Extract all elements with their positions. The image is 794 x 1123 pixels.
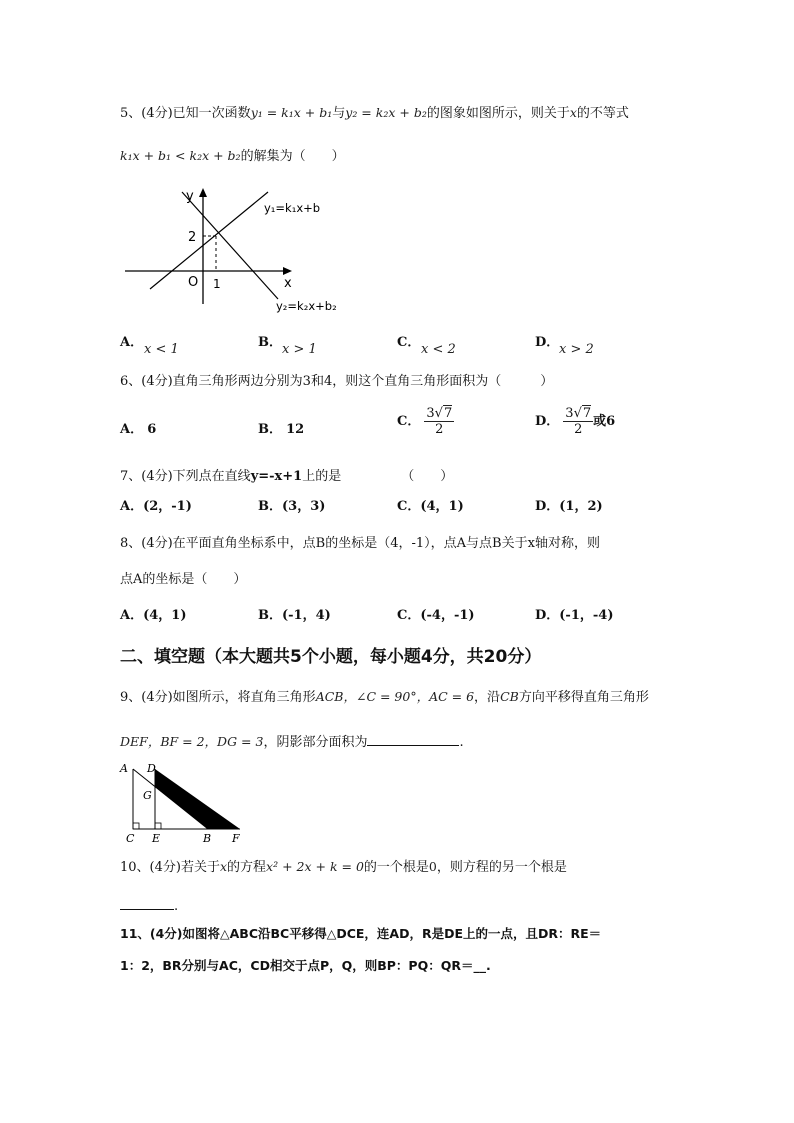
q10-stem: 10、(4分)若关于x的方程x² + 2x + k = 0的一个根是0，则方程的另一个根是 [120, 859, 567, 875]
q5-option-a[interactable]: A． [120, 335, 144, 350]
q5-tick-y: 2 [188, 230, 197, 245]
q5-tick-x: 1 [213, 277, 221, 291]
q8-option-d[interactable]: D．(-1，-4) [535, 608, 614, 623]
svg-text:A: A [120, 762, 128, 775]
q9-shaded-region [155, 769, 240, 829]
q5-x-arrow [283, 267, 292, 275]
q5-origin: O [188, 275, 199, 290]
q5-inequality: k₁x + b₁ < k₂x + b₂ [120, 148, 241, 163]
q7-stem: 7、(4分)下列点在直线y=-x+1上的是 （ ） [120, 469, 454, 484]
q6-option-d-fraction: $\frac{3√7}{2}$ [565, 406, 592, 437]
q9-answer-blank[interactable] [367, 731, 459, 746]
q7-option-c[interactable]: C．(4，1) [397, 499, 464, 514]
q5-stem-line2: k₁x + b₁ < k₂x + b₂的解集为（ ） [120, 148, 345, 164]
q5-option-d-text: x > 2 [559, 342, 594, 357]
q5-option-c[interactable]: C． [397, 335, 421, 350]
q6-option-d[interactable]: D． $\frac{3√7}{2}$ 或6 [535, 406, 616, 437]
q8-stem-line2: 点A的坐标是（ ） [120, 572, 247, 587]
q8-option-a[interactable]: A．(4，1) [120, 608, 187, 623]
q9-figure [118, 760, 248, 846]
q6-stem: 6、(4分)直角三角形两边分别为3和4，则这个直角三角形面积为（ ） [120, 374, 554, 389]
q5-label-y1: y₁=k₁x+b [264, 201, 321, 215]
q6-option-c-fraction: $\frac{3√7}{2}$ [426, 406, 453, 437]
q5-func2: y₂ = k₂x + b₂ [345, 105, 427, 120]
q9-stem-line2: DEF，BF = 2，DG = 3，阴影部分面积为 . [120, 731, 464, 753]
q10-answer-line: . [120, 895, 178, 917]
svg-text:G: G [143, 789, 152, 802]
q6-option-a[interactable]: A． 6 [120, 422, 157, 437]
section-title-fill-in: 二、填空题（本大题共5个小题，每小题4分，共20分） [120, 647, 542, 667]
q5-label-y2: y₂=k₂x+b₂ [276, 299, 337, 313]
q10-equation: x² + 2x + k = 0 [266, 859, 364, 874]
q7-equation: y=-x+1 [250, 469, 303, 484]
q8-option-c[interactable]: C．(-4，-1) [397, 608, 475, 623]
q7-option-d[interactable]: D．(1，2) [535, 499, 603, 514]
q8-stem-line1: 8、(4分)在平面直角坐标系中，点B的坐标是（4，-1），点A与点B关于x轴对称，则 [120, 536, 600, 551]
q11-stem-line1: 11、(4分)如图将△ABC沿BC平移得△DCE，连AD，R是DE上的一点，且DR：RE＝ [120, 926, 602, 941]
q5-y-arrow [199, 188, 207, 197]
q10-answer-blank[interactable] [120, 895, 174, 910]
svg-text:D: D [147, 762, 156, 775]
svg-text:B: B [203, 832, 212, 845]
q5-option-d[interactable]: D． [535, 335, 560, 350]
q5-option-b-text: x > 1 [282, 342, 317, 357]
q5-option-c-text: x < 2 [421, 342, 456, 357]
q11-stem-line2: 1：2，BR分别与AC，CD相交于点P，Q，则BP：PQ：QR＝__. [120, 958, 491, 973]
q5-graph [120, 182, 350, 317]
q5-stem-line1: 5、(4分)已知一次函数y₁ = k₁x + b₁与y₂ = k₂x + b₂的图象如图所示，则关于x的不等式 [120, 105, 629, 121]
q5-line-y1 [150, 192, 268, 289]
q5-option-b[interactable]: B． [258, 335, 282, 350]
q7-option-a[interactable]: A．(2，-1) [120, 499, 192, 514]
q8-option-b[interactable]: B．(-1，4) [258, 608, 331, 623]
q9-stem-line1: 9、(4分)如图所示，将直角三角形ACB，∠C = 90°，AC = 6，沿CB方向平移得直角三角形 [120, 689, 649, 705]
q5-option-a-text: x < 1 [144, 342, 179, 357]
q5-y-label: y [186, 189, 194, 204]
svg-text:F: F [232, 832, 240, 845]
q7-option-b[interactable]: B．(3，3) [258, 499, 326, 514]
q5-x-label: x [284, 276, 292, 291]
svg-text:E: E [152, 832, 161, 845]
q6-option-c[interactable]: C． $\frac{3√7}{2}$ [397, 406, 453, 437]
q6-option-b[interactable]: B． 12 [258, 422, 305, 437]
q5-func1: y₁ = k₁x + b₁ [250, 105, 333, 120]
svg-text:C: C [126, 832, 135, 845]
